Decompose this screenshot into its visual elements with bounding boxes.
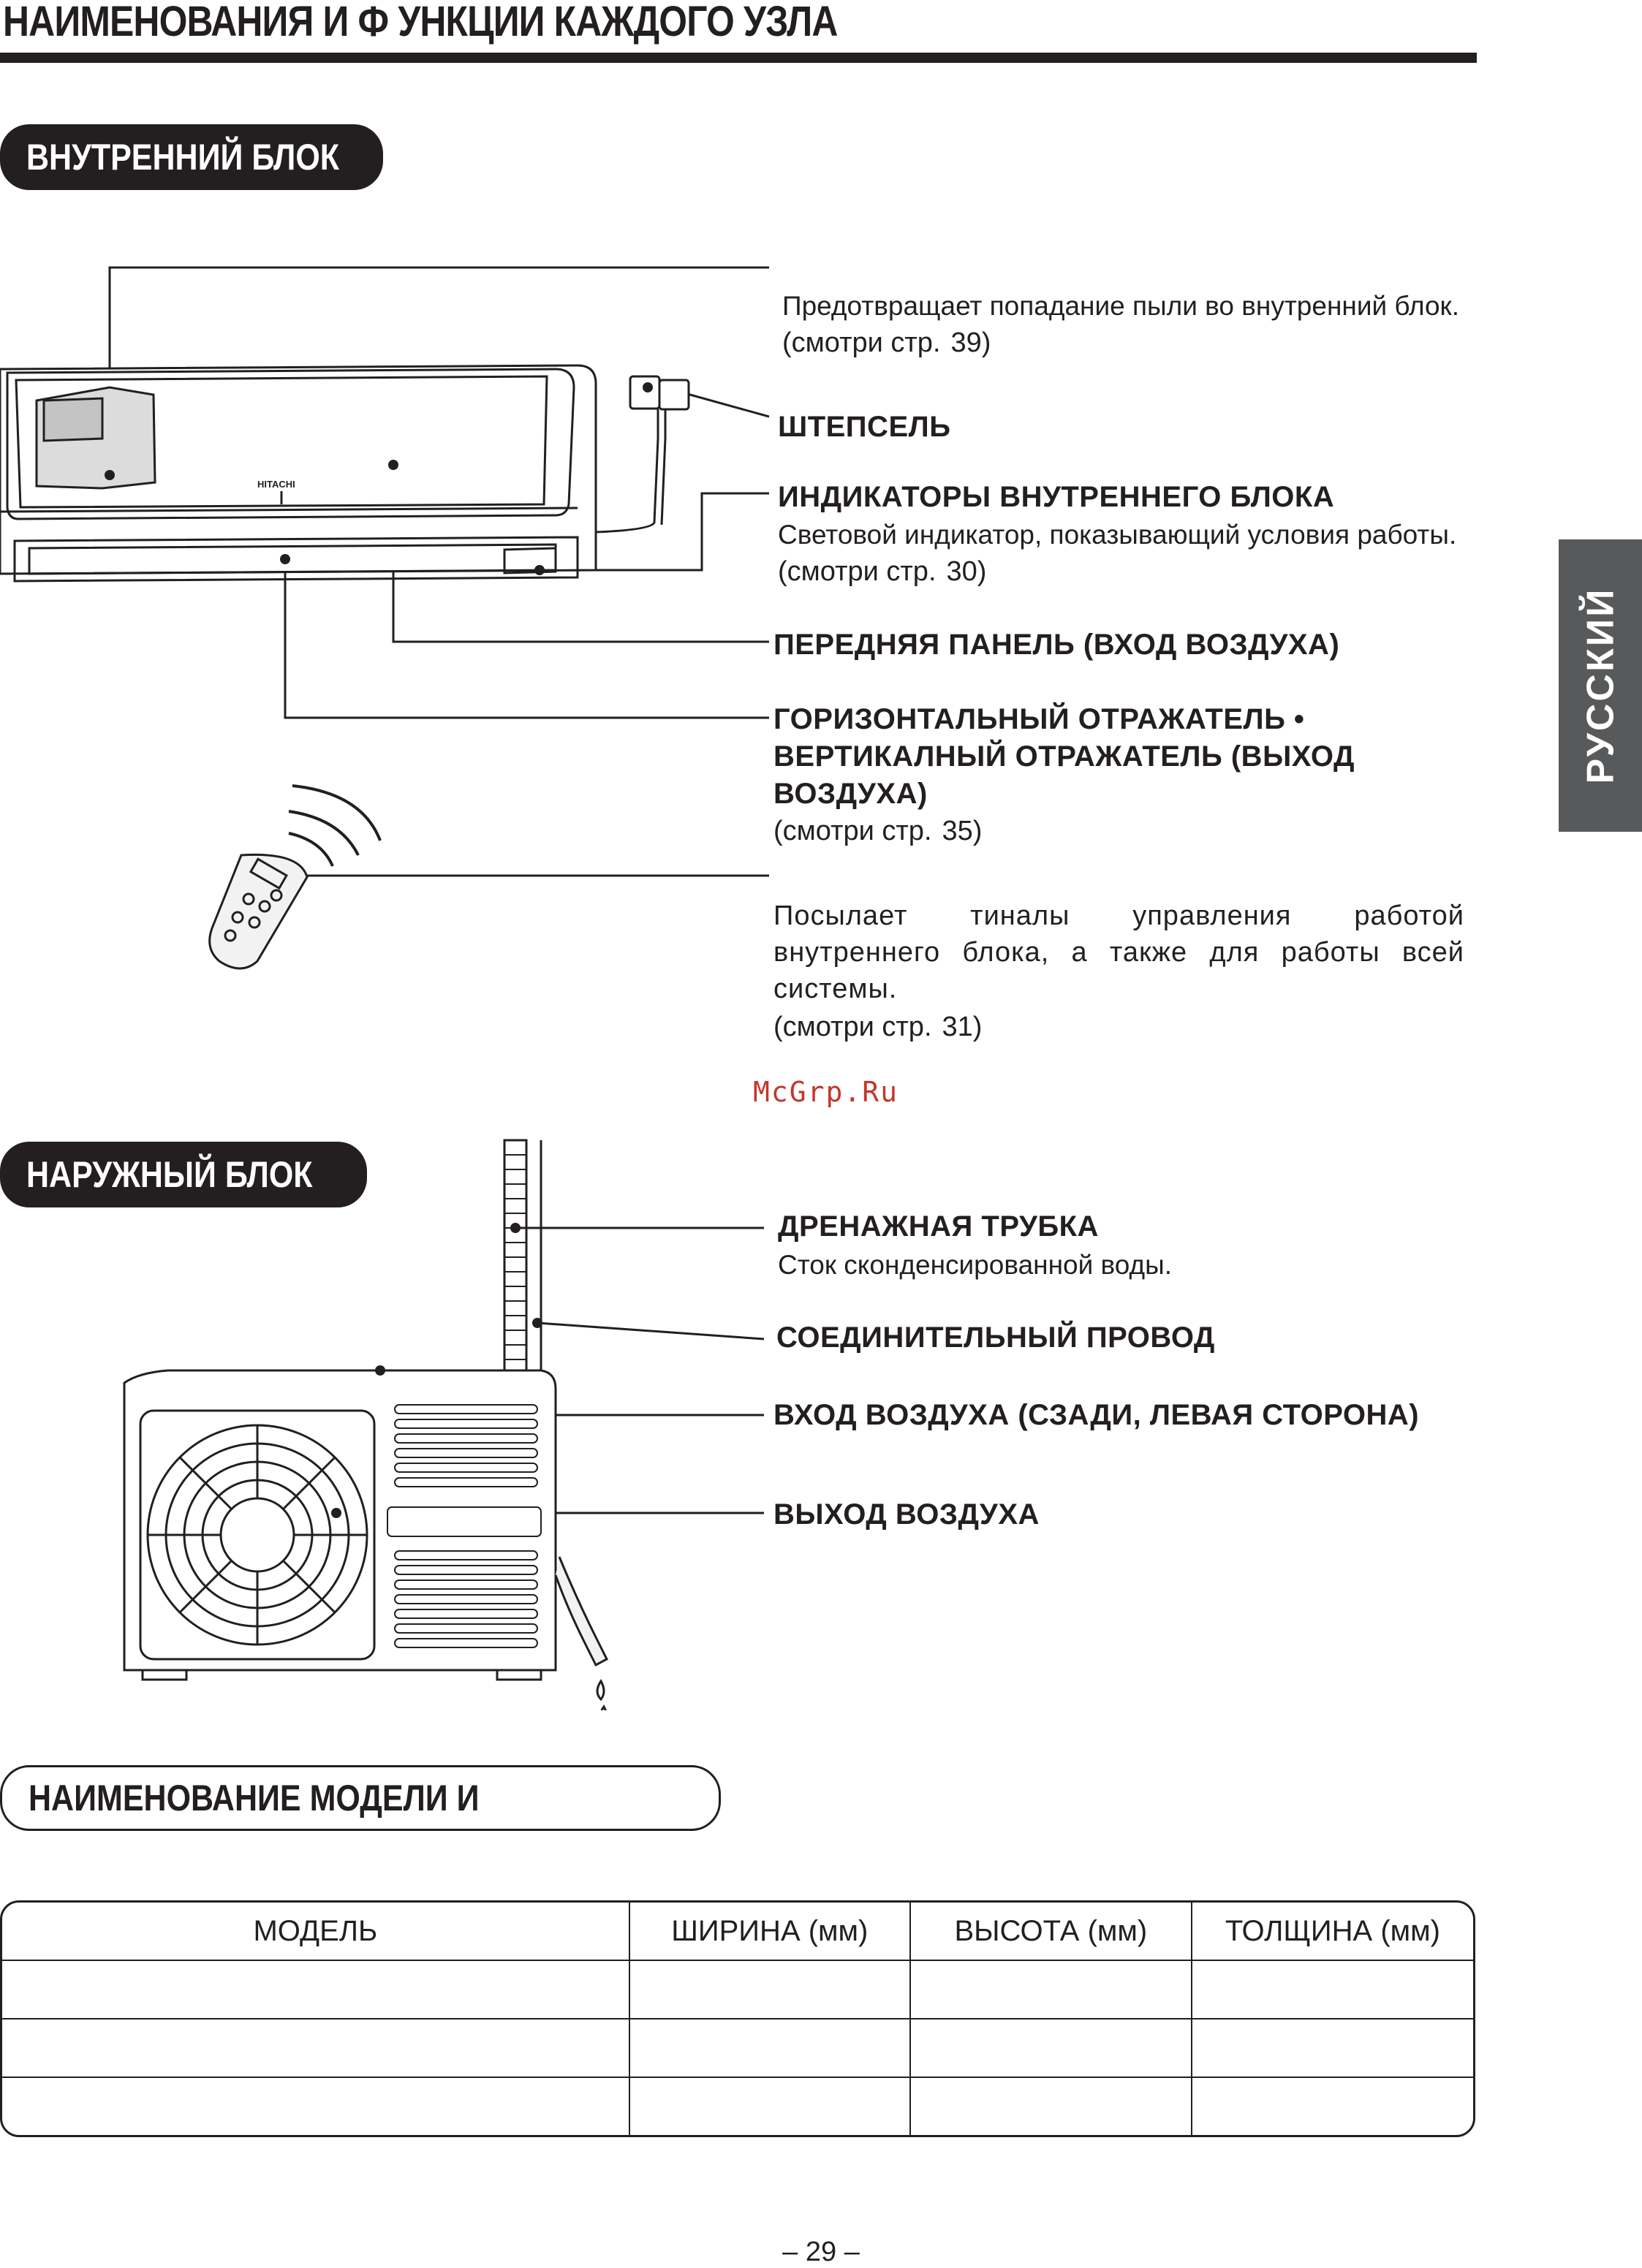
wire-leader-line xyxy=(537,1323,764,1339)
watermark: McGrp.Ru xyxy=(753,1076,899,1108)
ref-suffix: ) xyxy=(981,327,991,358)
table-cell xyxy=(1192,1961,1473,2019)
remote-page-ref xyxy=(773,1012,982,1043)
table-cell xyxy=(911,1961,1192,2019)
wire-dot xyxy=(532,1318,542,1328)
deflector-leader-line xyxy=(285,559,769,718)
filter-dot xyxy=(105,470,115,480)
drain-description: Сток сконденсированной воды. xyxy=(778,1250,1173,1280)
deflector-label-line1: ГОРИЗОНТАЛЬНЫЙ ОТРАЖАТЕЛЬ • xyxy=(773,703,1305,735)
ref-page-number: 39 xyxy=(950,327,982,358)
deflector-dot xyxy=(280,554,290,564)
table-cell xyxy=(630,2019,911,2078)
table-cell xyxy=(1192,2019,1473,2078)
ref-prefix: (смотри стр. xyxy=(782,327,941,358)
filter-page-ref xyxy=(782,327,991,359)
table-cell xyxy=(630,2078,911,2135)
ref-page-number: 31 xyxy=(942,1012,973,1042)
ref-suffix: ) xyxy=(972,816,983,846)
table-cell xyxy=(911,2019,1192,2078)
table-cell xyxy=(2,1961,630,2019)
air-in-label: ВХОД ВОЗДУХА (СЗАДИ, ЛЕВАЯ СТОРОНА) xyxy=(773,1399,1420,1431)
plug-illustration xyxy=(596,376,689,532)
model-heading xyxy=(0,1765,721,1831)
remote-desc-line2: внутреннего блока, а также для работы всей xyxy=(773,937,1464,968)
ref-prefix: (смотри стр. xyxy=(778,556,937,587)
indicators-description: Световой индикатор, показывающий условия работы. xyxy=(778,520,1457,550)
indoor-unit-illustration xyxy=(0,365,596,581)
ref-page-number: 30 xyxy=(946,556,977,587)
deflector-page-ref xyxy=(773,816,982,847)
drain-label: ДРЕНАЖНАЯ ТРУБКА xyxy=(778,1210,1099,1243)
outdoor-unit-illustration xyxy=(124,1370,607,1710)
air-out-dot xyxy=(331,1508,341,1518)
outdoor-heading-label: НАРУЖНЫЙ БЛОК xyxy=(26,1154,313,1195)
remote-control-illustration xyxy=(210,786,380,968)
page-number: – 29 – xyxy=(782,2237,860,2267)
table-cell xyxy=(911,2078,1192,2135)
filter-description: Предотвращает попадание пыли во внутренний блок. xyxy=(782,291,1460,321)
indoor-heading-label: ВНУТРЕННИЙ БЛОК xyxy=(26,137,340,178)
table-row xyxy=(2,2078,1473,2135)
model-heading-label: НАИМЕНОВАНИЕ МОДЕЛИ И xyxy=(29,1778,480,1818)
ref-prefix: (смотри стр. xyxy=(773,816,932,846)
table-cell xyxy=(2,2019,630,2078)
wire-label: СОЕДИНИТЕЛЬНЫЙ ПРОВОД xyxy=(776,1321,1215,1354)
hitachi-logo: HITACHI xyxy=(257,479,295,490)
remote-desc-line3: системы. xyxy=(773,974,898,1004)
table-row xyxy=(2,1961,1473,2019)
indicators-label: ИНДИКАТОРЫ ВНУТРЕННЕГО БЛОКА xyxy=(778,481,1335,513)
remote-desc-line1: Посылает тиналы управления работой xyxy=(773,900,1464,931)
column-header-model: МОДЕЛЬ xyxy=(2,1903,630,1961)
table-row xyxy=(2,2019,1473,2078)
column-header-height: ВЫСОТА (мм) xyxy=(911,1903,1192,1961)
front-panel-label: ПЕРЕДНЯЯ ПАНЕЛЬ (ВХОД ВОЗДУХА) xyxy=(773,629,1340,661)
plug-label: ШТЕПСЕЛЬ xyxy=(778,411,951,443)
table-cell xyxy=(630,1961,911,2019)
model-table xyxy=(0,1900,1475,2137)
front-panel-dot xyxy=(388,460,398,470)
column-header-depth: ТОЛЩИНА (мм) xyxy=(1192,1903,1473,1961)
outdoor-diagram xyxy=(0,1126,804,1710)
ref-prefix: (смотри стр. xyxy=(773,1012,932,1042)
language-tab-label: РУССКИЙ xyxy=(1579,587,1622,784)
remote-description xyxy=(773,898,1464,1007)
table-cell xyxy=(2,2078,630,2135)
drain-dot xyxy=(510,1223,521,1233)
air-out-label: ВЫХОД ВОЗДУХА xyxy=(773,1498,1040,1531)
plug-dot xyxy=(643,382,653,392)
page-title: НАИМЕНОВАНИЯ И Ф УНКЦИИ КАЖДОГО УЗЛА xyxy=(3,0,838,45)
indicator-dot xyxy=(534,565,545,575)
table-cell xyxy=(1192,2078,1473,2135)
deflector-label-line2: ВЕРТИКАЛНЫЙ ОТРАЖАТЕЛЬ (ВЫХОД xyxy=(773,740,1355,773)
table-header-row xyxy=(2,1903,1473,1961)
indicators-page-ref xyxy=(778,556,986,588)
ref-suffix: ) xyxy=(977,556,987,587)
deflector-label-line3: ВОЗДУХА) xyxy=(773,778,928,810)
air-in-dot xyxy=(375,1365,385,1376)
ref-page-number: 35 xyxy=(942,816,973,846)
ref-suffix: ) xyxy=(972,1012,983,1042)
column-header-width: ШИРИНА (мм) xyxy=(630,1903,911,1961)
